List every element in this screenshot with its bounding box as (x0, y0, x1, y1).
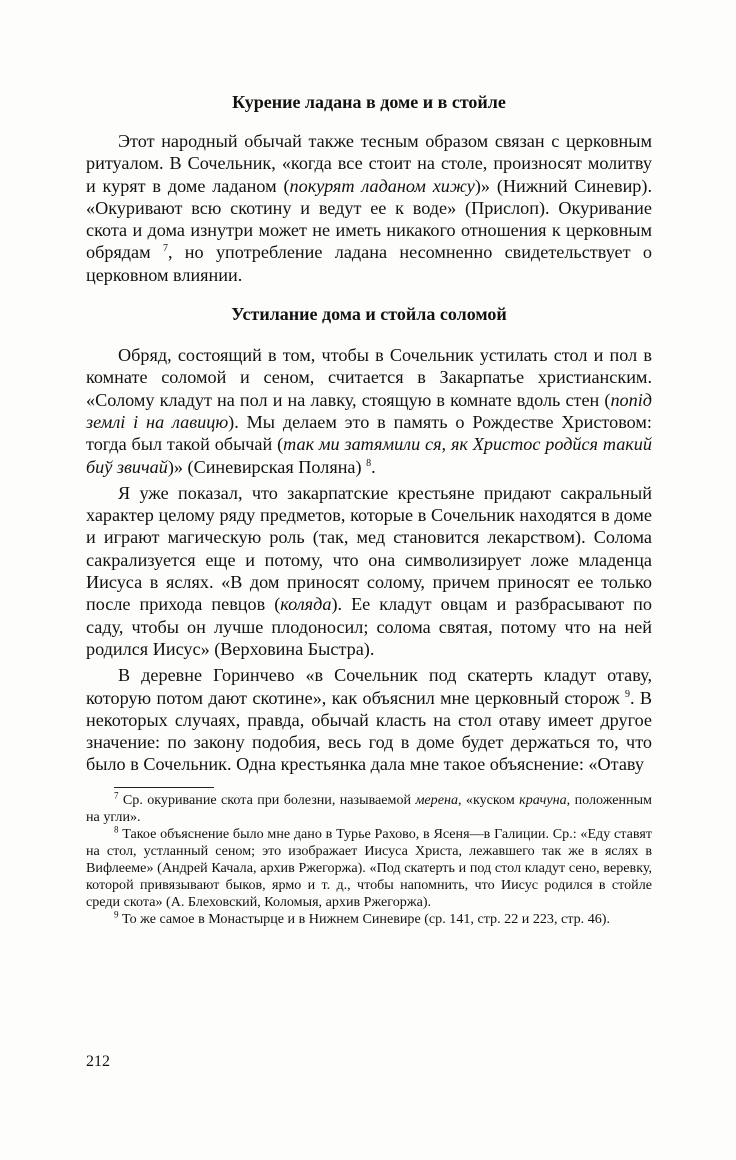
footnote-9 (86, 911, 652, 928)
text-run: Я уже показал, что закарпатские крестьяне придают сакральный характер целому ряду предметов, которые в Сочельник находятся в доме и играют магическую роль (так, мед становится лекарством). Солома сакрализуется еще и потому, что она символизирует ложе младенца Иисуса в яслях. «В дом приносят солому, причем приносят ее только после прихода певцов ( (86, 482, 652, 615)
text-run: Ср. окуривание скота при болезни, называемой (118, 791, 416, 808)
footnote-ref-9[interactable]: 9 (624, 688, 630, 700)
italic-term: крачуна (519, 791, 567, 808)
page-body (86, 90, 652, 928)
text-run: . (371, 456, 376, 477)
text-run: Этот народный обычай также тесным образом связан с церковным ритуалом. В Сочельник, «когда все стоит на столе, произносят молитву и курят в доме ладаном ( (86, 131, 652, 196)
text-run: Такое объяснение было мне дано в Турье Рахово, в Ясеня—в Галиции. Ср.: «Еду ставят на стол, устланный сеном; это изображает Иисуса Христа, лежавшего так же в яслях в Вифлееме» (Андрей Качала, архив Ржегоржа). «Под скатерть и под стол кладут сено, веревку, которой привязывают быков, ярмо и т. д., чтобы напомнить, что Иисус родился в стойле среди скота» (А. Блеховский, Коломыя, архив Ржегоржа). (86, 825, 652, 910)
paragraph-straw-rite (86, 344, 652, 478)
text-run: ). Ее кладут овцам и разбрасывают по саду, чтобы он лучше плодоносил; солома святая, потому что на ней родился Иисус» (Верховина Быстра). (86, 594, 652, 659)
italic-quote: покурят ладаном хижу (289, 175, 475, 196)
footnote-8 (86, 826, 652, 911)
text-run: )» (Нижний Синевир). «Окуривают всю скотину и ведут ее к воде» (Прислоп). Окуривание скота и дома изнутри может не иметь никакого отношения к церковным обрядам (86, 175, 652, 263)
text-run: То же самое в Монастырце и в Нижнем Синевире (ср. 141, стр. 22 и 223, стр. 46). (118, 910, 611, 927)
section-heading-straw: Устилание дома и стойла соломой (231, 304, 507, 325)
footnote-7 (86, 792, 652, 826)
italic-quote: попiд землi i на лавицю (86, 389, 652, 432)
page-number: 212 (86, 1053, 110, 1070)
paragraph-horinchevo (86, 664, 652, 775)
footnote-ref-7[interactable]: 7 (162, 243, 168, 255)
text-run: ). Мы делаем это в память о Рождестве Христовом: тогда был такой обычай ( (86, 411, 652, 455)
text-run: В деревне Горинчево «в Сочельник под скатерть кладут отаву, которую потом дают скотине», как объяснил мне церковный сторож (86, 665, 652, 708)
text-run: . В некоторых случаях, правда, обычай класть на стол отаву имеет другое значение: по закону подобия, весь год в доме будет держаться то, что было в Сочельник. Одна крестьянка дала мне такое объяснение: «Отаву (86, 687, 652, 775)
section-heading-incense: Курение ладана в доме и в стойле (232, 92, 506, 112)
text-run: )» (Синевирская Поляна) (167, 456, 367, 477)
footnote-ref-8[interactable]: 8 (366, 457, 372, 469)
footnote-separator (114, 787, 214, 788)
paragraph-incense (86, 130, 652, 286)
footnote-number: 7 (114, 790, 119, 801)
italic-quote: коляда (280, 594, 332, 615)
text-run: , «куском (458, 791, 520, 808)
paragraph-sacral-objects (86, 482, 652, 660)
italic-quote: так ми затямили ся, як Христос родйся такий биў звичай (86, 434, 652, 477)
italic-term: мерена (415, 791, 459, 808)
footnote-number: 9 (114, 909, 119, 920)
text-run: , но употребление ладана несомненно свидетельствует о церковном влиянии. (86, 242, 652, 285)
text-run: , положенным на угли». (86, 791, 652, 825)
footnote-number: 8 (114, 824, 119, 835)
text-run: Обряд, состоящий в том, чтобы в Сочельник устилать стол и пол в комнате соломой и сеном, считается в Закарпатье христианским. «Солому кладут на пол и на лавку, стоящую в комнате вдоль стен ( (86, 345, 652, 410)
